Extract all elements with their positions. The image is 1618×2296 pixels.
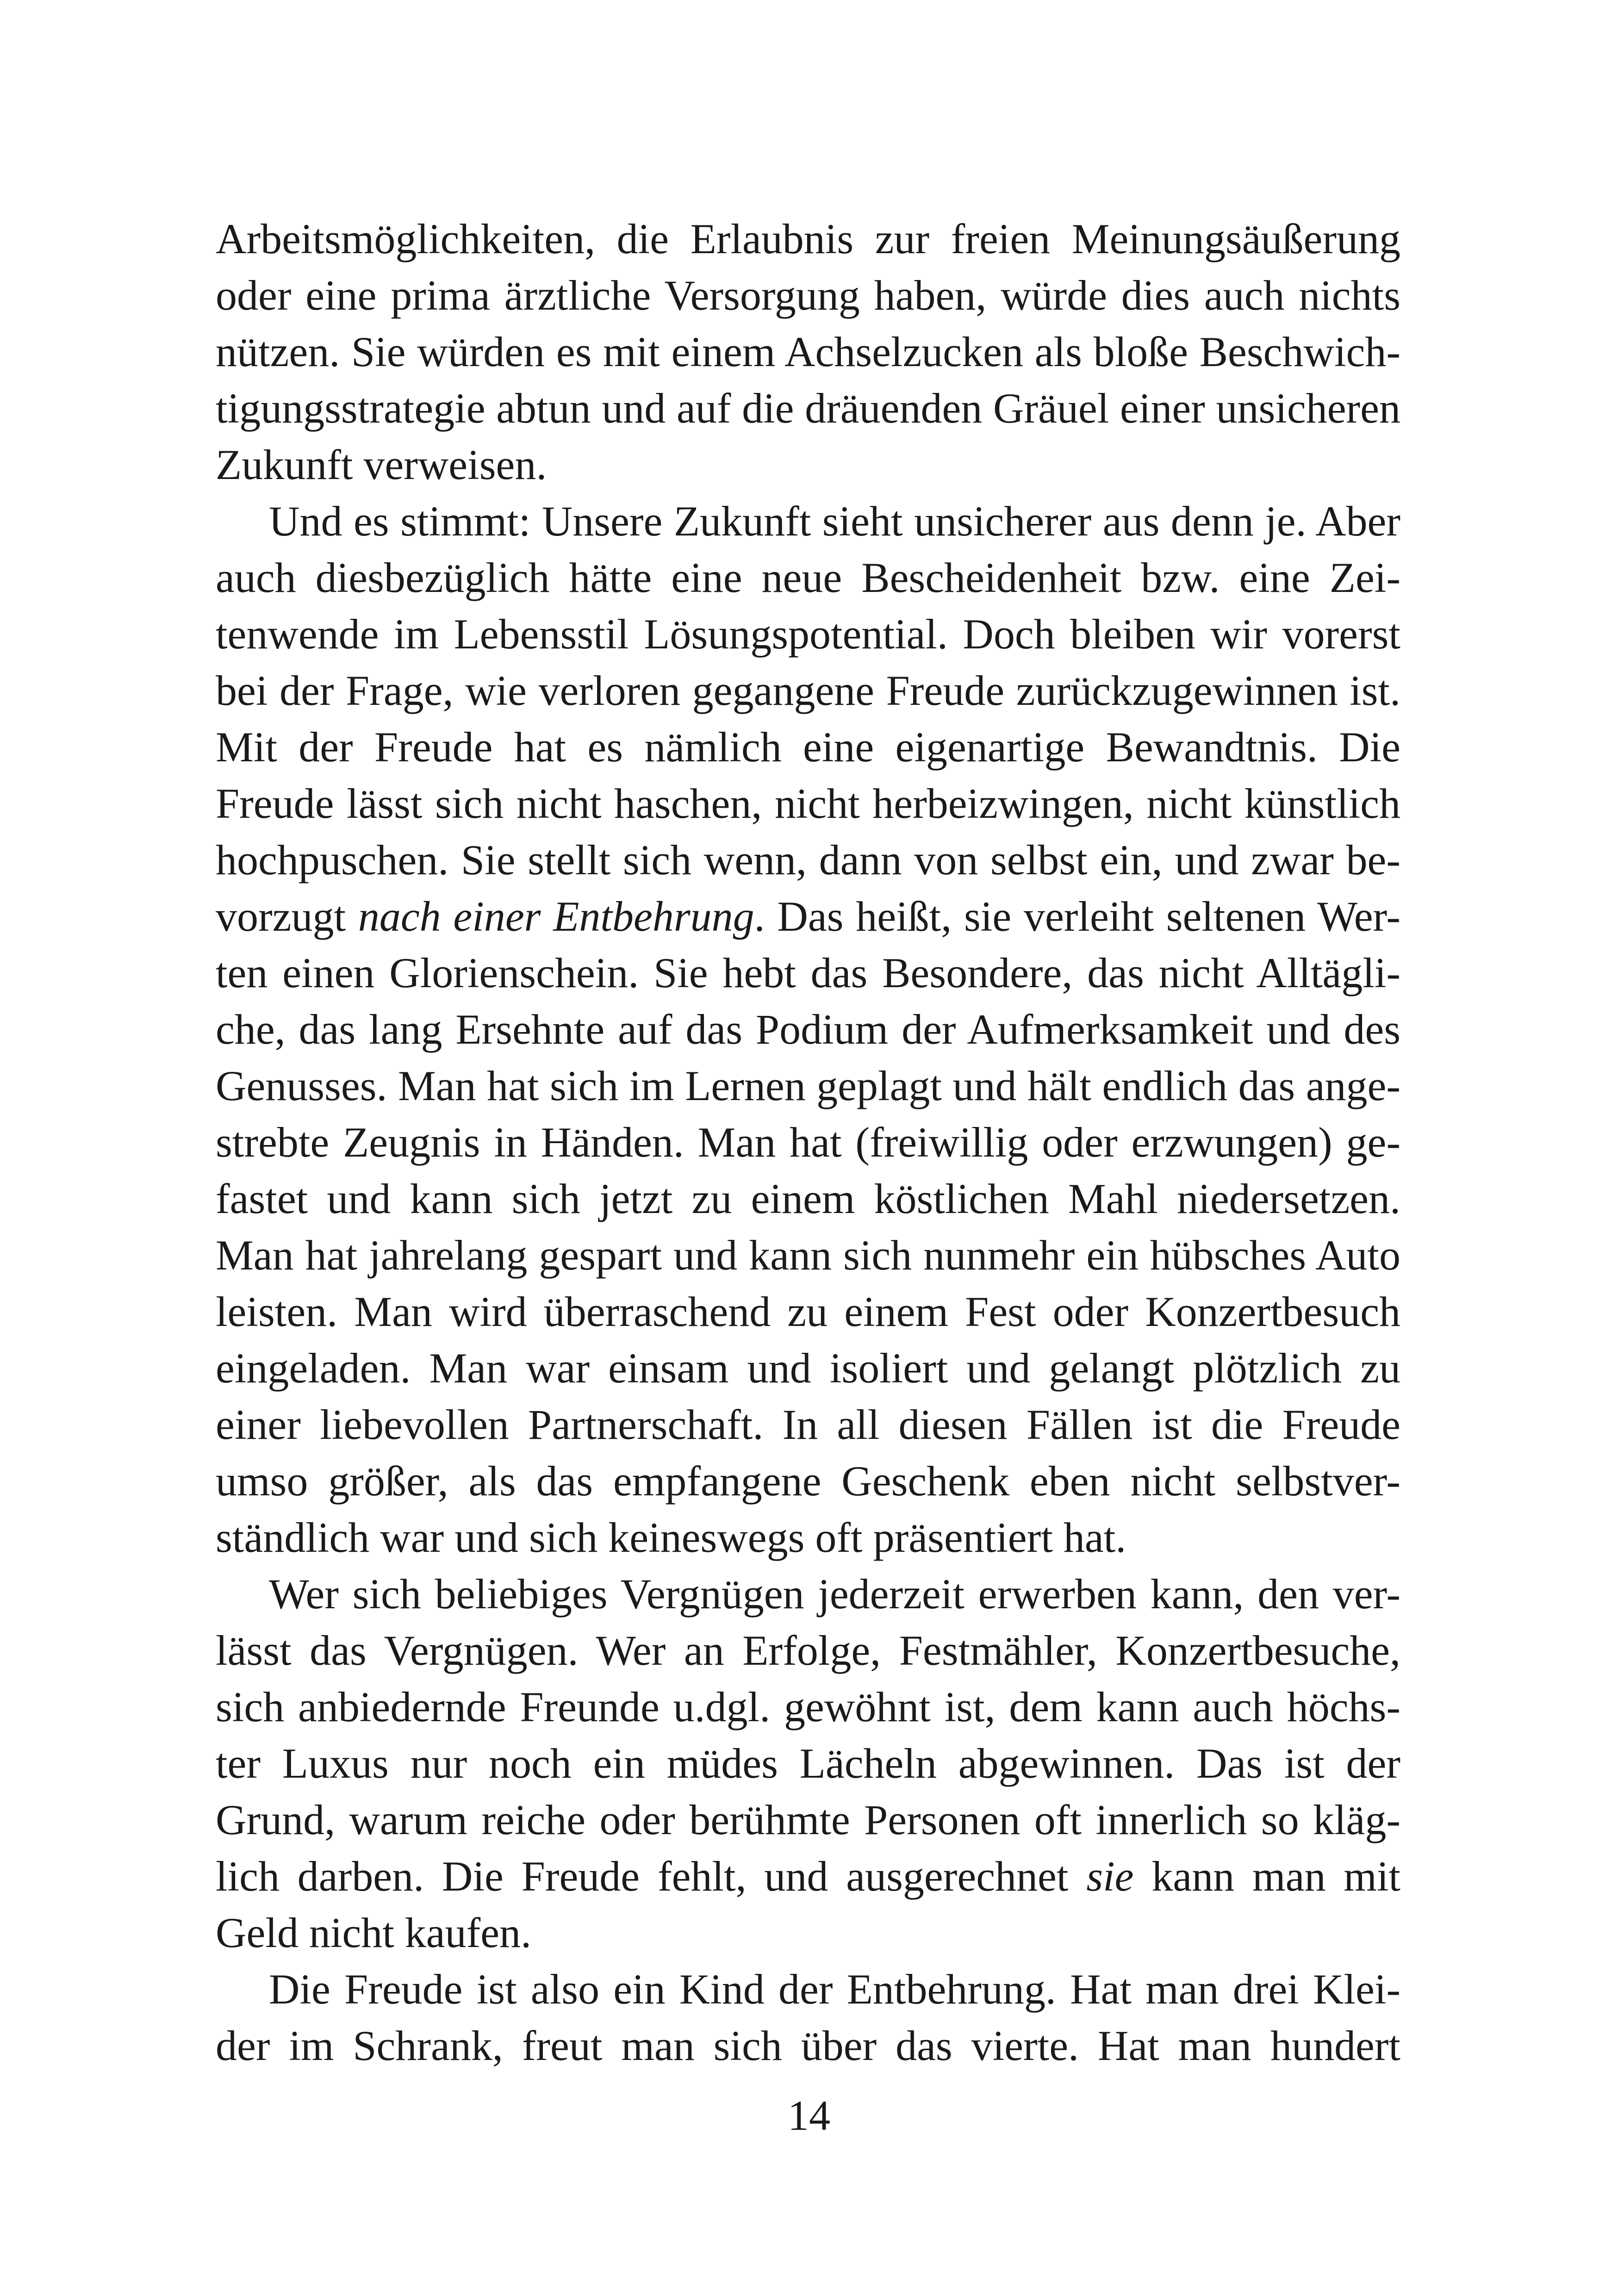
text-line: ten einen Glorienschein. Sie hebt das Besondere, das nicht Alltägli- bbox=[216, 949, 1400, 996]
text-line: oder eine prima ärztliche Versorgung haben, würde dies auch nichts bbox=[216, 272, 1400, 319]
line-text-pre: lich darben. Die Freude fehlt, und ausgerechnet bbox=[216, 1853, 1087, 1900]
text-line: Wer sich beliebiges Vergnügen jederzeit erwerben kann, den ver- bbox=[269, 1570, 1400, 1618]
line-text-post: . Das heißt, sie verleiht seltenen Wer- bbox=[754, 893, 1400, 940]
text-line: Genusses. Man hat sich im Lernen geplagt und hält endlich das ange- bbox=[216, 1062, 1400, 1109]
text-line: sich anbiedernde Freunde u.dgl. gewöhnt ist, dem kann auch höchs- bbox=[216, 1683, 1400, 1730]
page-number: 14 bbox=[788, 2092, 830, 2139]
text-line: auch diesbezüglich hätte eine neue Bescheidenheit bzw. eine Zei- bbox=[216, 554, 1400, 601]
body-text bbox=[216, 211, 1400, 2074]
text-line: fastet und kann sich jetzt zu einem köstlichen Mahl niedersetzen. bbox=[216, 1175, 1400, 1222]
text-line: Arbeitsmöglichkeiten, die Erlaubnis zur freien Meinungsäußerung bbox=[216, 215, 1400, 262]
text-line: Geld nicht kaufen. bbox=[216, 1909, 532, 1956]
text-line: hochpuschen. Sie stellt sich wenn, dann von selbst ein, und zwar be- bbox=[216, 836, 1400, 884]
text-line: tigungsstrategie abtun und auf die dräuenden Gräuel einer unsicheren bbox=[216, 385, 1400, 432]
text-line: nützen. Sie würden es mit einem Achselzucken als bloße Beschwich- bbox=[216, 328, 1400, 375]
emphasis-text: nach einer Entbehrung bbox=[358, 893, 754, 940]
text-line: Grund, warum reiche oder berühmte Personen oft innerlich so kläg- bbox=[216, 1796, 1400, 1843]
text-line: Zukunft verweisen. bbox=[216, 441, 547, 488]
text-line: Freude lässt sich nicht haschen, nicht herbeizwingen, nicht künstlich bbox=[216, 780, 1400, 827]
text-line: Die Freude ist also ein Kind der Entbehrung. Hat man drei Klei- bbox=[269, 1966, 1400, 2013]
text-line: che, das lang Ersehnte auf das Podium der Aufmerksamkeit und des bbox=[216, 1006, 1400, 1053]
line-text-post: kann man mit bbox=[1133, 1853, 1400, 1900]
text-line bbox=[216, 1848, 1400, 1904]
text-line: Man hat jahrelang gespart und kann sich nunmehr ein hübsches Auto bbox=[216, 1232, 1400, 1279]
text-line: tenwende im Lebensstil Lösungspotential. Doch bleiben wir vorerst bbox=[216, 610, 1400, 658]
text-line: Mit der Freude hat es nämlich eine eigenartige Bewandtnis. Die bbox=[216, 723, 1400, 771]
text-line bbox=[216, 888, 1400, 945]
text-line: leisten. Man wird überraschend zu einem Fest oder Konzertbesuch bbox=[216, 1288, 1400, 1335]
line-text-pre: vorzugt bbox=[216, 893, 358, 940]
text-line: der im Schrank, freut man sich über das vierte. Hat man hundert bbox=[216, 2022, 1400, 2069]
emphasis-text: sie bbox=[1086, 1853, 1134, 1900]
text-line: strebte Zeugnis in Händen. Man hat (freiwillig oder erzwungen) ge- bbox=[216, 1119, 1400, 1166]
text-line: eingeladen. Man war einsam und isoliert und gelangt plötzlich zu bbox=[216, 1344, 1400, 1392]
text-line: ter Luxus nur noch ein müdes Lächeln abgewinnen. Das ist der bbox=[216, 1740, 1400, 1787]
text-line: umso größer, als das empfangene Geschenk eben nicht selbstver- bbox=[216, 1457, 1400, 1505]
text-line: Und es stimmt: Unsere Zukunft sieht unsicherer aus denn je. Aber bbox=[269, 498, 1400, 545]
text-line: einer liebevollen Partnerschaft. In all diesen Fällen ist die Freude bbox=[216, 1401, 1400, 1448]
text-line: ständlich war und sich keineswegs oft präsentiert hat. bbox=[216, 1514, 1126, 1561]
text-line: lässt das Vergnügen. Wer an Erfolge, Festmähler, Konzertbesuche, bbox=[216, 1627, 1400, 1674]
text-line: bei der Frage, wie verloren gegangene Freude zurückzugewinnen ist. bbox=[216, 667, 1400, 714]
